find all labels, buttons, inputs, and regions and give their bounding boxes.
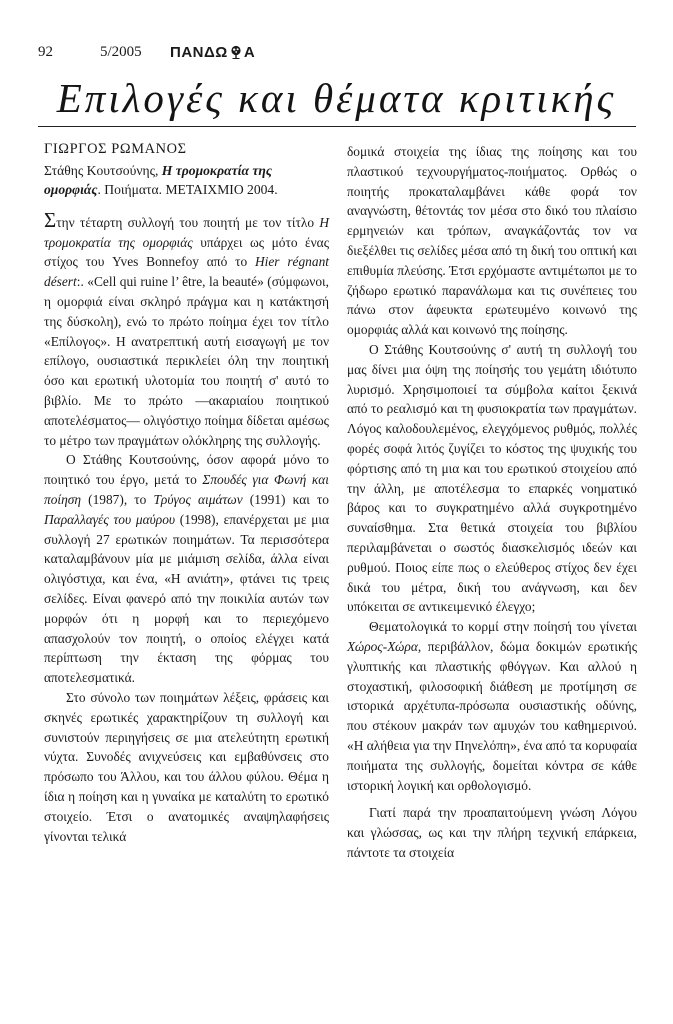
title-rule (38, 126, 636, 127)
body-paragraph (44, 688, 329, 846)
text-run: :. «Cell qui ruine l’ être, la beauté» (σύμφωνοι, η ομορφιά είναι σκληρό πράγμα και η κατάκτησή της δύσκολη), ενώ το πρώτο ποίημα έχει τον τίτλο «Επίλογος». Η ανατρεπτική αυτή εισαγωγή με τον επίλογο, ουσιαστικά περικλείει όλη την ποιητική όσο και ερωτική υλοτομία του ποιητή σ' αυτό το βιβλίο. Με το πρώτο —ακαριαίου ποιητικού αποτελέσματος— ολιγόστιχο ποίημα δίδεται αμέσως το μέτρο των πραγμάτων ολόκληρης της συλλογής. (44, 274, 329, 448)
italic-text-run: Σπουδές για Φωνή και ποίηση (44, 472, 330, 507)
text-run: υπάρχει ως μότο ένας στίχος του Yves Bonnefoy από το (44, 234, 329, 270)
text-run: (1991) και το (242, 491, 329, 507)
right-column-body (347, 142, 637, 863)
body-paragraph (347, 142, 637, 340)
italic-text-run: Τρύγος αιμάτων (153, 491, 243, 507)
italic-text-run: Παραλλαγές του μαύρου (44, 511, 176, 527)
magazine-name-right: Α (243, 43, 256, 61)
text-run: Γιατί παρά την προαπαιτούμενη γνώση Λόγου και γλώσσας, ως και την πλήρη τεχνική επάρκεια, πάντοτε τα στοιχεία (347, 805, 637, 860)
drop-cap: Σ (44, 207, 57, 232)
text-run: , περιβάλλον, δώμα δοκιμών ερωτικής γλυπτικής και πλαστικής φθόγγων. Και αλλού η στοχαστική, φιλοσοφική διάθεση με προτίμηση σε ιστορικά αρχέτυπα-πρόσωπα ουσιαστικής οδύνης, που στέκουν μακράν των αμυχών του καθημερινού. «Η αλήθεια για την Πηνελόπη», ένα από τα κορυφαία ποιήματα της συλλογής, δομείται κόντρα σε κάθε ιστορική λογική και ορθολογισμό. (347, 638, 637, 793)
body-paragraph (44, 207, 329, 451)
book-title: Η τρομοκρατία της ομορφιάς (44, 162, 272, 197)
italic-text-run: Η τρομοκρατία της ομορφιάς (44, 214, 329, 250)
book-details: . Ποιήματα. ΜΕΤΑΙΧΜΙΟ 2004. (97, 181, 278, 197)
body-paragraph (347, 617, 637, 795)
book-reference (44, 161, 329, 199)
text-run: δομικά στοιχεία της ίδιας της ποίησης και του πλαστικού τεχνουργήματος-ποιήματος. Ορθώς ο ποιητής προκαταλαμβάνει κάθε φορά τον αναγνώστη, θέτοντάς τον μέσα στο δικό του πλαίσιο ερμηνειών και τρόπων, αναγκάζοντάς τον να διεξέλθει τις σελίδες μέσα από τη δική του οπτική και επιθυμία πλεύσης. Έτσι ερχόμαστε αντιμέτωποι με το ζήδωρο ερωτικό παρανάλωμα και τις συνέπειες του πάνω στον άφευκτα ερωτευμένο κοινωνό της ομορφιάς αλλά και κοινωνό της ποίησης. (347, 144, 637, 338)
text-run: (1998), επανέρχεται με μια συλλογή 27 ερωτικών ποιημάτων. Τα περισσότερα καταλαμβάνουν μία με μιάμιση σελίδα, άλλα είναι ολιγόστιχα, και ένα, «Η ανιάτη», φτάνει τις τρεις σελίδες. Είναι φανερό από την ποικιλία αυτών των μορφών ότι η μορφή και το περιεχόμενο απασχολούν τον ποιητή, ο οποίος ελέγχει κατά περίπτωση την έκταση της φόρμας του αποτελεσματικά. (44, 511, 329, 686)
body-paragraph (44, 450, 329, 688)
left-column-body (44, 207, 330, 847)
magazine-logo (170, 44, 255, 61)
page-number: 92 (38, 43, 53, 60)
text-run: (1987), το (81, 491, 154, 507)
book-author: Στάθης Κουτσούνης, (44, 162, 162, 178)
right-column (347, 142, 637, 863)
magazine-name-left: ΠΑΝΔΩ (170, 43, 228, 61)
text-run: Στο σύνολο των ποιημάτων λέξεις, φράσεις και σκηνές ερωτικές χαρακτηρίζουν τη συλλογή και συνιστούν περιηγήσεις σε μια ατελεύτητη ερωτική νύχτα. Συνοδές ανιχνεύσεις και εμβαθύνσεις στο πρόσωπο του Άλλου, και του άλλου φύλου. Θέμα η ίδια η ποίηση και η γυναίκα με καταλύτη το ερωτικό στοιχείο. Έτσι ο ανατομικές αναψηλαφήσεις γίνονται τελικά (44, 689, 329, 844)
text-run: Ο Στάθης Κουτσούνης σ' αυτή τη συλλογή του μας δίνει μια όψη της ποίησής του γεμάτη ιδιότυπο λυρισμό. Χρησιμοποιεί τα σύμβολα καίτοι ξεκινά από το ρεαλισμό και τη φυσιοκρατία των πραγμάτων. Λόγος καλοδουλεμένος, ελεγχόμενος ρυθμός, πολλές φορές σοφά λιτός ζυγίζει το κόστος της ψυχικής του φόρτισης από τη μια και του ερωτικού στοιχείου από την άλλη, με αποτέλεσμα το επαρκές νοηματικό βάρος και το συγκρατημένο αλλά συγκροτημένο συναίσθημα. Στα θετικά στοιχεία του βιβλίου περιλαμβάνεται ο σωστός διασκελισμός ιδεών και ρυθμού. Ποιος είπε πως ο ελεύθερος στίχος δεν έχει δικά του μέτρα, δική του ανάγνωση, και δεν υπόκειται σε αντικειμενικό έλεγχο; (347, 341, 637, 615)
left-column (44, 140, 329, 846)
body-paragraph (347, 340, 637, 617)
running-header (38, 41, 298, 63)
text-run: την τέταρτη συλλογή του ποιητή με τον τίτλο (56, 214, 320, 230)
section-title: Επιλογές και θέματα κριτικής (56, 75, 617, 121)
tree-logo-icon (229, 45, 243, 59)
text-run: Ο Στάθης Κουτσούνης, όσον αφορά μόνο το ποιητικό του έργο, μετά το (44, 452, 329, 488)
italic-text-run: Χώρος-Χώρα (347, 638, 418, 654)
text-run: Θεματολογικά το κορμί στην ποίησή του γίνεται (369, 619, 637, 635)
issue-label: 5/2005 (100, 43, 142, 60)
review-author: ΓΙΩΡΓΟΣ ΡΩΜΑΝΟΣ (44, 141, 187, 157)
italic-text-run: Hier régnant désert (44, 254, 329, 290)
body-paragraph (347, 803, 637, 862)
